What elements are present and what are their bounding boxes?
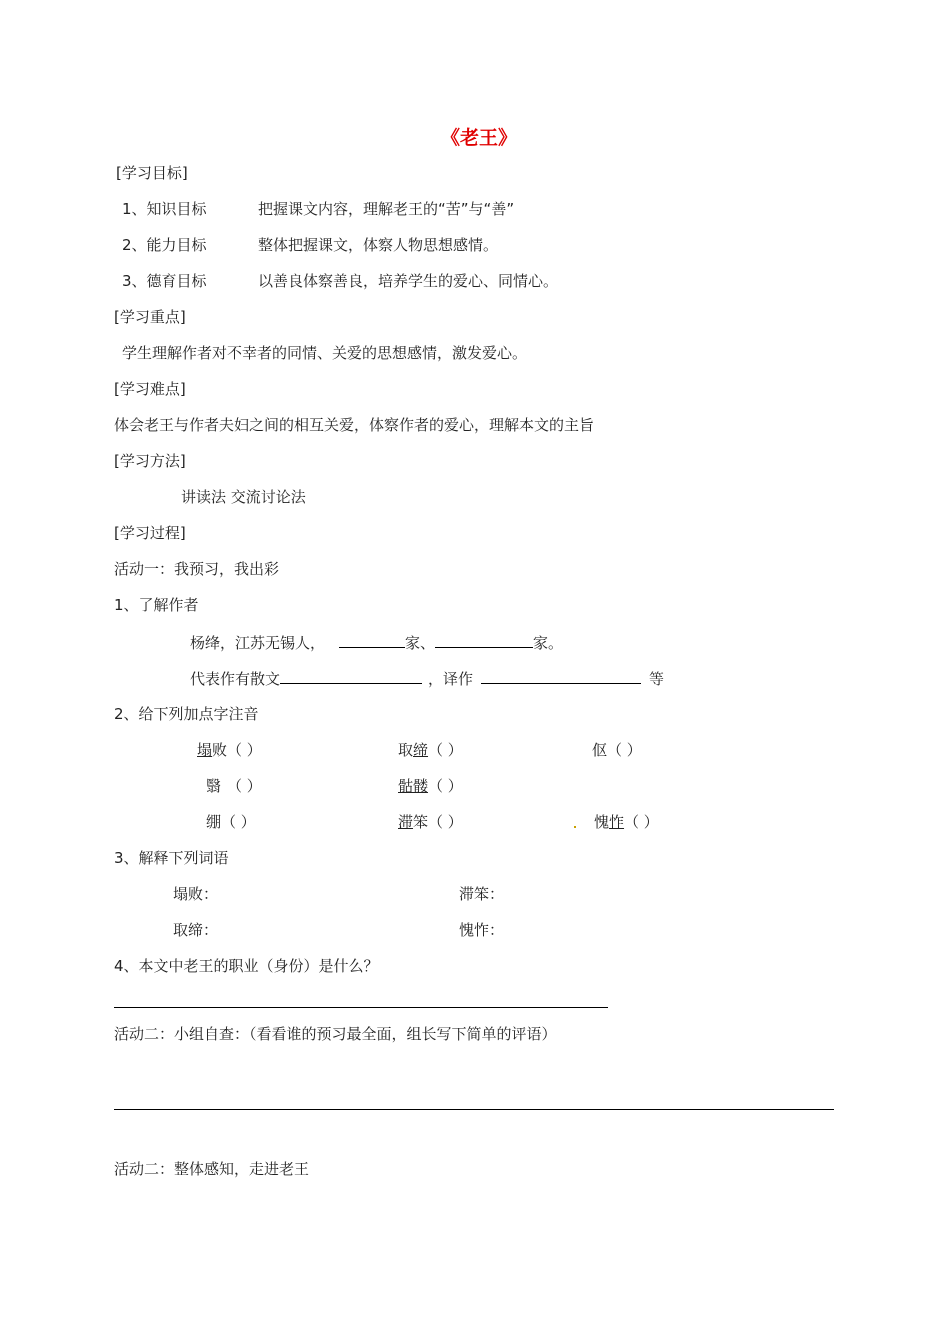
q1-line1-part-b: 家、: [405, 634, 436, 652]
dotted-char: 塌: [197, 741, 213, 759]
difficulty-heading: [学习难点]: [114, 380, 186, 398]
word-rest: 败: [212, 741, 228, 759]
dotted-char: 怍: [609, 813, 625, 831]
q3-title: 3、解释下列词语: [114, 849, 229, 867]
goal-item-1-text: 把握课文内容，理解老王的“苦”与“善”: [258, 200, 515, 218]
q1-line2-part-c: 等: [649, 670, 665, 688]
method-text: 讲读法 交流讨论法: [181, 488, 306, 506]
difficulty-text: 体会老王与作者夫妇之间的相互关爱，体察作者的爱心，理解本文的主旨: [114, 416, 595, 434]
pinyin-item-kuizuo: [594, 812, 659, 832]
word-pre: 绷: [206, 813, 222, 831]
pinyin-item-tabai: [197, 740, 262, 760]
q1-line2-part-b: ，译作: [428, 670, 474, 688]
q1-title: 1、了解作者: [114, 596, 199, 614]
word-pre: 取: [398, 741, 414, 759]
word-rest: 笨: [413, 813, 429, 831]
author-occupation-blank-1[interactable]: [339, 632, 405, 648]
pinyin-item-kulou: [398, 776, 463, 796]
focus-heading: [学习重点]: [114, 308, 186, 326]
q1-line-2: [190, 668, 664, 689]
activity-1-heading: 活动一：我预习，我出彩: [114, 560, 280, 578]
stray-mark: [574, 826, 576, 828]
translations-blank[interactable]: [481, 668, 641, 684]
prose-works-blank[interactable]: [280, 668, 422, 684]
focus-text: 学生理解作者对不幸者的同情、关爱的思想感情，激发爱心。: [122, 344, 528, 362]
word-pre: 愧: [594, 813, 610, 831]
activity-2-heading: 活动二：整体感知，走进老王: [114, 1160, 310, 1178]
pinyin-item-qudi: [398, 740, 463, 760]
q2-title: 2、给下列加点字注音: [114, 705, 259, 723]
pinyin-answer-paren[interactable]: （ ）: [221, 813, 256, 831]
dotted-char: 骷髅: [398, 777, 429, 795]
goal-item-2-text: 整体把握课文，体察人物思想感情。: [258, 236, 499, 254]
word-pre: 伛: [592, 741, 608, 759]
q4-title: 4、本文中老王的职业（身份）是什么？: [114, 957, 379, 975]
goal-item-3-num: 3、德育目标: [122, 272, 207, 290]
group-comment-line[interactable]: [114, 1109, 834, 1110]
q4-answer-line[interactable]: [114, 1007, 608, 1008]
dotted-char: 缔: [413, 741, 429, 759]
pinyin-answer-paren[interactable]: （ ）: [607, 741, 642, 759]
pinyin-item-beng: [206, 812, 256, 832]
pinyin-answer-paren[interactable]: （ ）: [227, 777, 262, 795]
goal-item-2-num: 2、能力目标: [122, 236, 207, 254]
activity-2-self-check: 活动二：小组自查：（看看谁的预习最全面，组长写下简单的评语）: [114, 1025, 557, 1043]
pinyin-item-yu: [592, 740, 642, 760]
pinyin-item-zhiben: [398, 812, 463, 832]
define-kuizuo[interactable]: 愧怍：: [459, 921, 505, 939]
q1-line-1: [190, 632, 563, 653]
define-tabai[interactable]: 塌败：: [173, 885, 219, 903]
pinyin-item-yi: [206, 776, 262, 796]
pinyin-answer-paren[interactable]: （ ）: [624, 813, 659, 831]
page-title: 《老王》: [441, 127, 518, 149]
method-heading: [学习方法]: [114, 452, 186, 470]
define-zhiben[interactable]: 滞笨：: [459, 885, 505, 903]
word-pre: 翳: [206, 777, 222, 795]
author-occupation-blank-2[interactable]: [435, 632, 533, 648]
q1-line2-part-a: 代表作有散文: [190, 670, 281, 688]
pinyin-answer-paren[interactable]: （ ）: [227, 741, 262, 759]
process-heading: [学习过程]: [114, 524, 186, 542]
define-qudi[interactable]: 取缔：: [173, 921, 219, 939]
goal-item-3-text: 以善良体察善良，培养学生的爱心、同情心。: [258, 272, 559, 290]
dotted-char: 滞: [398, 813, 414, 831]
pinyin-answer-paren[interactable]: （ ）: [428, 813, 463, 831]
goal-item-1-num: 1、知识目标: [122, 200, 207, 218]
goals-heading: [学习目标]: [116, 164, 188, 182]
pinyin-answer-paren[interactable]: （ ）: [428, 777, 463, 795]
q1-line1-part-a: 杨绛，江苏无锡人，: [190, 634, 326, 652]
q1-line1-part-c: 家。: [533, 634, 564, 652]
pinyin-answer-paren[interactable]: （ ）: [428, 741, 463, 759]
